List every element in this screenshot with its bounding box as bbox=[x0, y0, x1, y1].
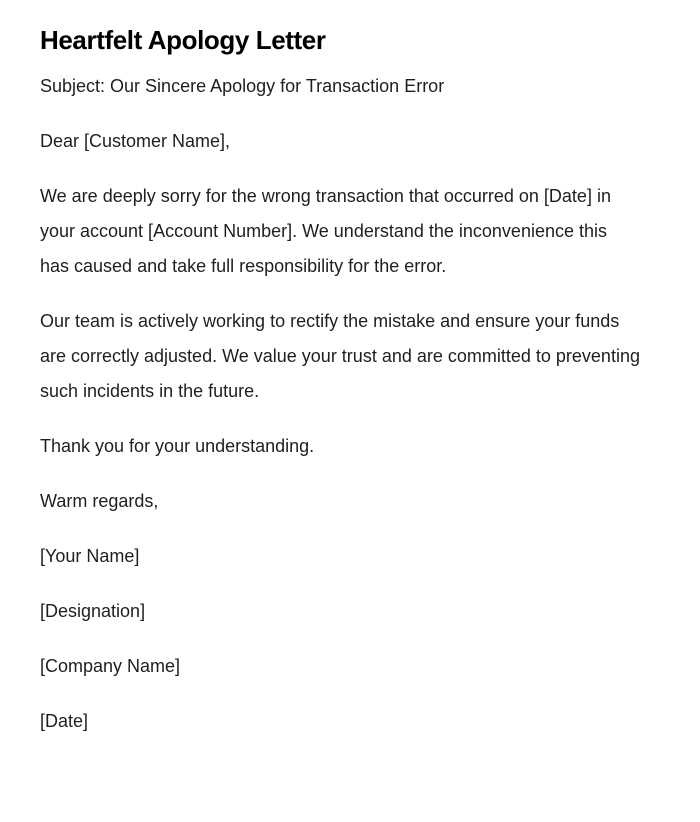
body-paragraph-1: We are deeply sorry for the wrong transaction that occurred on [Date] in your account [Account Number]. We understand the inconvenience this has caused and take full responsibility for the error. bbox=[40, 186, 611, 276]
body-paragraph-2: Our team is actively working to rectify the mistake and ensure your funds are correctly adjusted. We value your trust and are committed to preventing such incidents in the future. bbox=[40, 311, 640, 401]
salutation: Dear [Customer Name], bbox=[40, 131, 231, 151]
signature-company-name: [Company Name] bbox=[40, 656, 181, 676]
page-title: Heartfelt Apology Letter bbox=[40, 25, 326, 55]
subject-line: Subject: Our Sincere Apology for Transaction Error bbox=[40, 76, 445, 96]
closing-thanks: Thank you for your understanding. bbox=[40, 436, 315, 456]
signature-your-name: [Your Name] bbox=[40, 546, 140, 566]
signature-date: [Date] bbox=[40, 711, 89, 731]
signature-designation: [Designation] bbox=[40, 601, 146, 621]
sign-off: Warm regards, bbox=[40, 491, 159, 511]
